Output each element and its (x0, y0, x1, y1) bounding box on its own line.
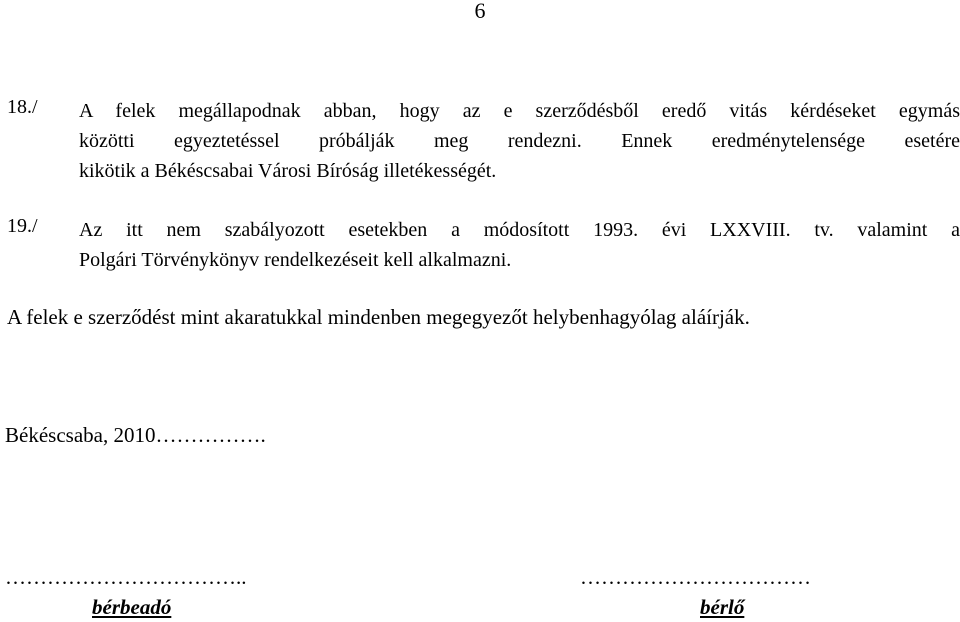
signature-label-lessee: bérlő (700, 595, 745, 619)
signature-label-lessor: bérbeadó (92, 595, 172, 619)
clause-number: 18./ (7, 96, 38, 118)
clause-line: Polgári Törvénykönyv rendelkezéseit kell alkalmazni. (79, 249, 512, 271)
signature-line-lessee: …………………………… (580, 565, 811, 589)
closing-statement: A felek e szerződést mint akaratukkal mindenben megegyezőt helybenhagyólag aláírják. (7, 305, 750, 329)
page-number: 6 (474, 0, 486, 23)
clause-19 (7, 215, 960, 275)
clause-line: kikötik a Békéscsabai Városi Bíróság illetékességét. (79, 160, 497, 182)
clause-line: A felek megállapodnak abban, hogy az e szerződésből eredő vitás kérdéseket egymás (79, 100, 960, 122)
clause-line: közötti egyeztetéssel próbálják meg rendezni. Ennek eredménytelensége esetére (79, 130, 960, 152)
clause-text (79, 96, 960, 186)
clause-text (79, 215, 960, 275)
clause-number: 19./ (7, 215, 38, 237)
place-date: Békéscsaba, 2010……………. (5, 423, 266, 447)
clause-line: Az itt nem szabályozott esetekben a módosított 1993. évi LXXVIII. tv. valamint a (79, 219, 960, 241)
signature-line-lessor: …………………………….. (5, 565, 247, 589)
clause-18 (7, 96, 960, 186)
